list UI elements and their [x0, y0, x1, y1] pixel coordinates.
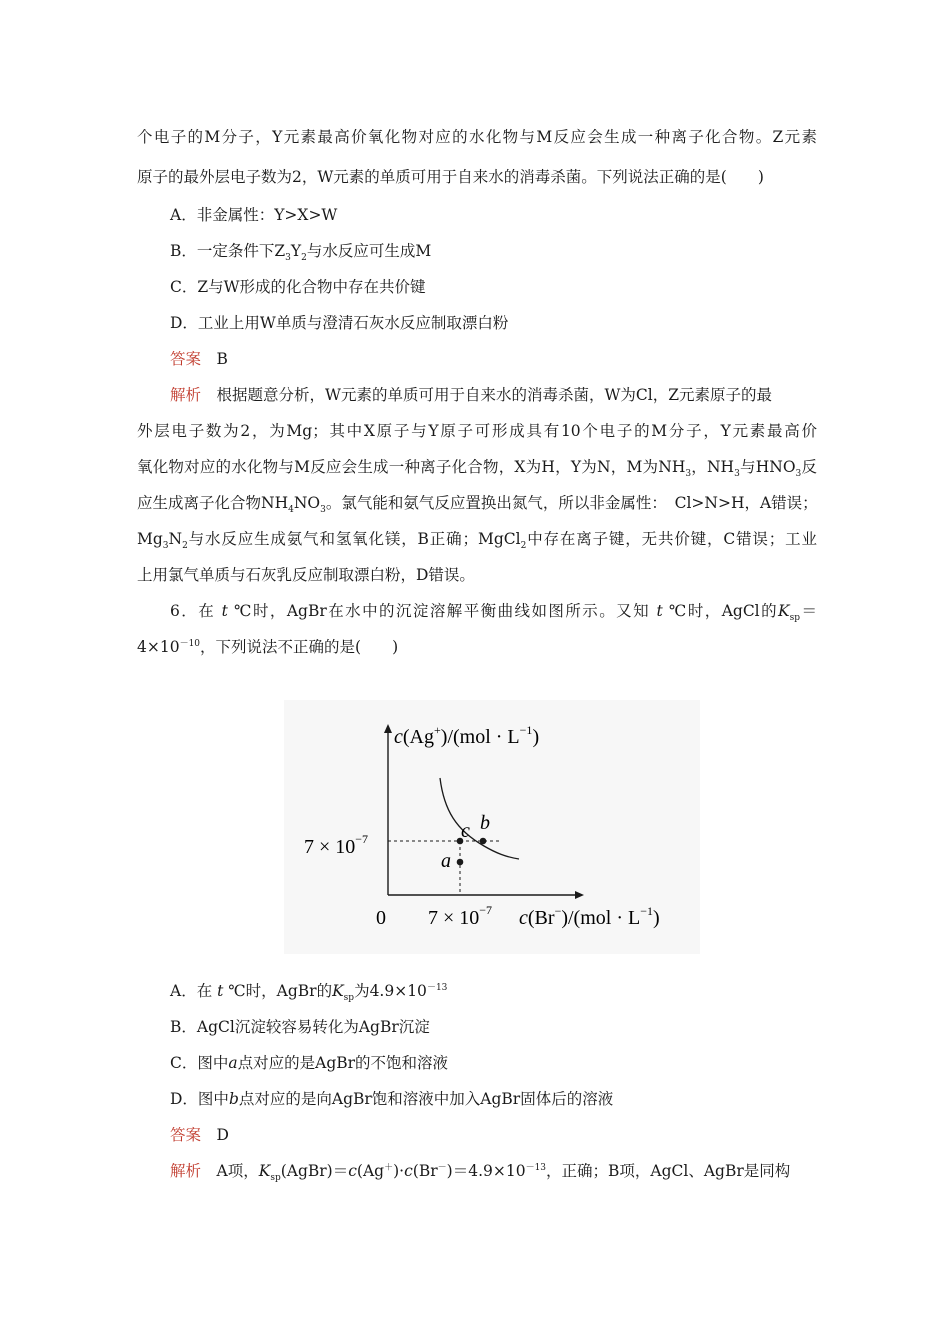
q5-option-a: A．非金属性：Y>X>W: [170, 206, 338, 224]
point-a-label: a: [441, 850, 451, 872]
q6-analysis-line-1: 解析 A项，$K_{sp}(AgBr)=c(Ag^+)\cdot c(Br^-)=4.9\times 10^{-13}$，正确；B项，AgCl、AgBr是同构: [170, 1162, 791, 1184]
q6-stem-line-1: 6．在 t ℃时，AgBr在水中的沉淀溶解平衡曲线如图所示。又知 t ℃时，AgCl的$K_{sp}=$: [170, 602, 817, 624]
q6-option-b: B．AgCl沉淀较容易转化为AgBr沉淀: [170, 1018, 430, 1036]
point-b-marker: [480, 838, 487, 845]
q6-option-c: C．图中a点对应的是AgBr的不饱和溶液: [170, 1054, 449, 1072]
answer-label: 答案: [170, 350, 202, 368]
q6-option-d: D．图中b点对应的是向AgBr饱和溶液中加入AgBr固体后的溶液: [170, 1090, 614, 1108]
q6-answer: [170, 1124, 850, 1146]
q5-answer: [170, 348, 850, 370]
q6-stem-line-2: $4\times 10^{-10}$，下列说法不正确的是( ): [137, 638, 399, 656]
intro-line-1: 个电子的M分子，Y元素最高价氧化物对应的水化物与M反应会生成一种离子化合物。Z元素: [137, 128, 817, 146]
point-a-marker: [457, 859, 464, 866]
q5-analysis-line-4: 应生成离子化合物$NH_4NO_3$。氯气能和氨气反应置换出氮气，所以非金属性： Cl>N>H，A错误；: [137, 494, 818, 516]
y-axis-label: $c(Ag^+)/(mol \cdot L^{-1})$: [394, 723, 540, 748]
solubility-equilibrium-graph: [284, 700, 700, 954]
x-tick-label: $7 \times 10^{-7}$: [428, 903, 493, 929]
analysis-label: 解析: [170, 386, 202, 404]
analysis-label: 解析: [170, 1162, 202, 1180]
x-axis-label: $c(Br^-)/(mol \cdot L^{-1})$: [519, 904, 660, 929]
answer-value: B: [216, 350, 228, 368]
point-c-label: c: [461, 820, 470, 842]
q5-analysis-line-3: 氧化物对应的水化物与M反应会生成一种离子化合物，X为H，Y为N，M为$NH_3$，$NH_3$与$HNO_3$反: [137, 458, 817, 480]
y-tick-label: $7 \times 10^{-7}$: [304, 832, 369, 858]
q5-option-c: C．Z与W形成的化合物中存在共价键: [170, 278, 426, 296]
q5-option-d: D．工业上用W单质与澄清石灰水反应制取漂白粉: [170, 314, 509, 332]
answer-label: 答案: [170, 1126, 202, 1144]
point-b-label: b: [480, 812, 490, 834]
q5-analysis-line-2: 外层电子数为2，为Mg；其中X原子与Y原子可形成具有10个电子的M分子，Y元素最高价: [137, 422, 817, 440]
answer-value: D: [216, 1126, 229, 1144]
q6-option-a: A．在 t ℃时，AgBr的$K_{sp}$为$4.9\times 10^{-13}$: [170, 982, 448, 1004]
q5-analysis-line-5: $Mg_3N_2$与水反应生成氨气和氢氧化镁，B正确；MgCl$_2$中存在离子键，无共价键，C错误；工业: [137, 530, 817, 552]
origin-label: 0: [376, 907, 386, 929]
q5-analysis-line-1: 解析 根据题意分析，W元素的单质可用于自来水的消毒杀菌，W为Cl，Z元素原子的最: [170, 386, 772, 404]
q5-analysis-line-6: 上用氯气单质与石灰乳反应制取漂白粉，D错误。: [137, 566, 475, 584]
intro-line-2: 原子的最外层电子数为2，W元素的单质可用于自来水的消毒杀菌。下列说法正确的是( ): [137, 168, 764, 186]
q5-option-b: B．一定条件下$Z_3Y_2$与水反应可生成M: [170, 242, 432, 264]
